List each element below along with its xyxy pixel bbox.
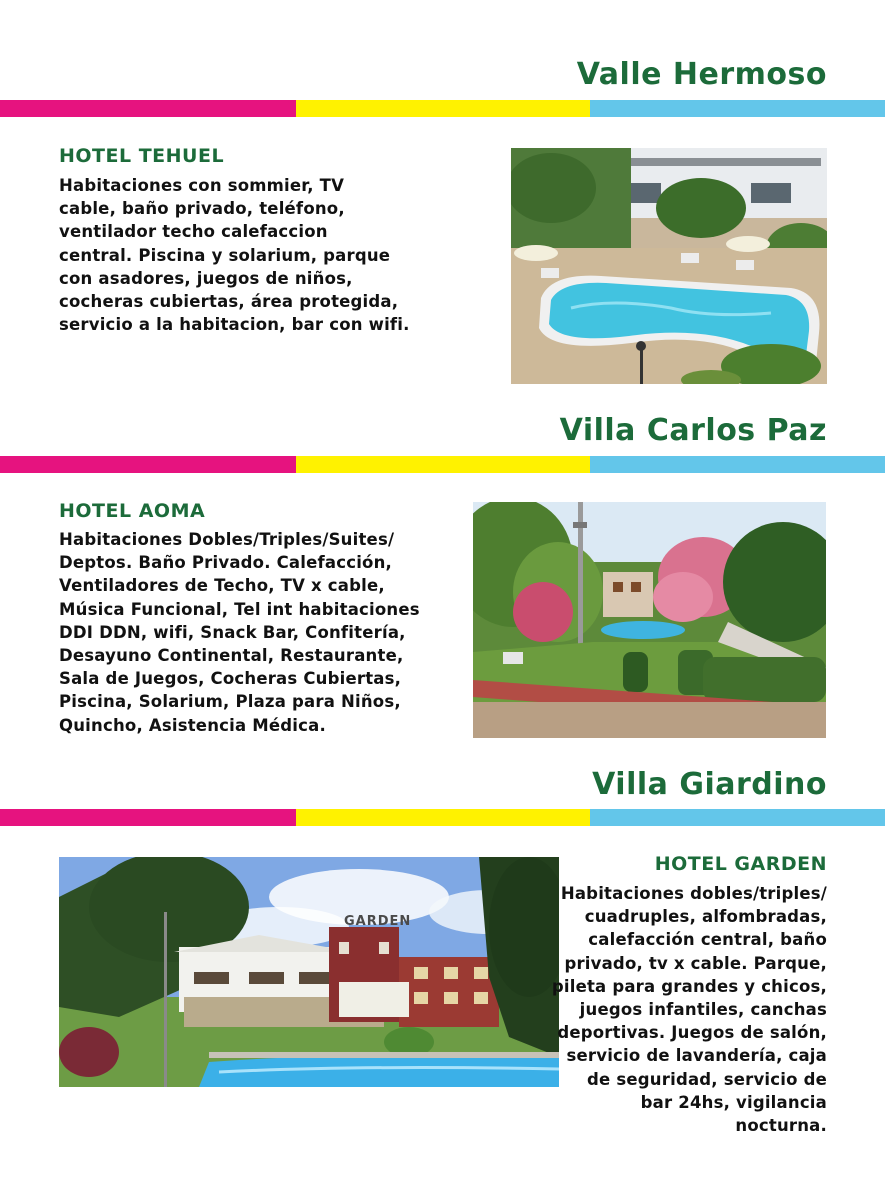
garden-sign-text: GARDEN xyxy=(344,914,412,929)
hotel-description-garden xyxy=(552,882,827,1137)
desc-line: DDI DDN, wifi, Snack Bar, Confitería, xyxy=(59,622,406,642)
hotel-description-aoma xyxy=(59,528,420,737)
section-title-villa-carlos-paz: Villa Carlos Paz xyxy=(559,413,827,448)
desc-line: central. Piscina y solarium, parque xyxy=(59,245,391,265)
hotel-aoma-garden-photo xyxy=(473,502,826,738)
desc-line: bar 24hs, vigilancia xyxy=(640,1092,827,1112)
section-title-villa-giardino: Villa Giardino xyxy=(592,767,827,802)
desc-line: servicio de lavandería, caja xyxy=(566,1046,827,1066)
hotel-name-tehuel: HOTEL TEHUEL xyxy=(59,145,225,167)
desc-line: Habitaciones con sommier, TV xyxy=(59,176,345,195)
desc-line: pileta para grandes y chicos, xyxy=(551,976,827,996)
desc-line: servicio a la habitacion, bar con wifi. xyxy=(59,315,410,335)
hotel-description-tehuel xyxy=(59,174,410,336)
hotel-name-garden: HOTEL GARDEN xyxy=(654,853,827,875)
desc-line: Deptos. Baño Privado. Calefacción, xyxy=(59,553,392,573)
desc-line: Piscina, Solarium, Plaza para Niños, xyxy=(59,692,401,712)
desc-line: Música Funcional, Tel int habitaciones xyxy=(59,599,420,619)
desc-line: de seguridad, servicio de xyxy=(587,1069,827,1089)
color-divider-bar xyxy=(0,100,885,117)
desc-line: con asadores, juegos de niños, xyxy=(59,268,353,288)
desc-line: nocturna. xyxy=(735,1116,827,1136)
desc-line: ventilador techo calefaccion xyxy=(59,222,328,242)
desc-line: Quincho, Asistencia Médica. xyxy=(59,715,326,735)
desc-line: cocheras cubiertas, área protegida, xyxy=(59,292,399,312)
desc-line: Sala de Juegos, Cocheras Cubiertas, xyxy=(59,669,402,689)
desc-line: Habitaciones dobles/triples/ xyxy=(560,884,827,903)
desc-line: privado, tv x cable. Parque, xyxy=(564,953,827,973)
desc-line: Ventiladores de Techo, TV x cable, xyxy=(59,576,385,596)
color-divider-bar xyxy=(0,809,885,826)
hotel-garden-photo xyxy=(59,857,559,1087)
color-divider-bar xyxy=(0,456,885,473)
desc-line: calefacción central, baño xyxy=(588,930,827,950)
section-title-valle-hermoso: Valle Hermoso xyxy=(576,57,827,92)
desc-line: juegos infantiles, canchas xyxy=(579,1000,827,1020)
hotel-name-aoma: HOTEL AOMA xyxy=(59,500,206,522)
desc-line: deportivas. Juegos de salón, xyxy=(557,1023,827,1043)
desc-line: Desayuno Continental, Restaurante, xyxy=(59,646,404,666)
hotel-tehuel-pool-photo xyxy=(511,148,827,384)
desc-line: Habitaciones Dobles/Triples/Suites/ xyxy=(59,530,395,549)
desc-line: cuadruples, alfombradas, xyxy=(584,907,827,927)
desc-line: cable, baño privado, teléfono, xyxy=(59,199,345,219)
